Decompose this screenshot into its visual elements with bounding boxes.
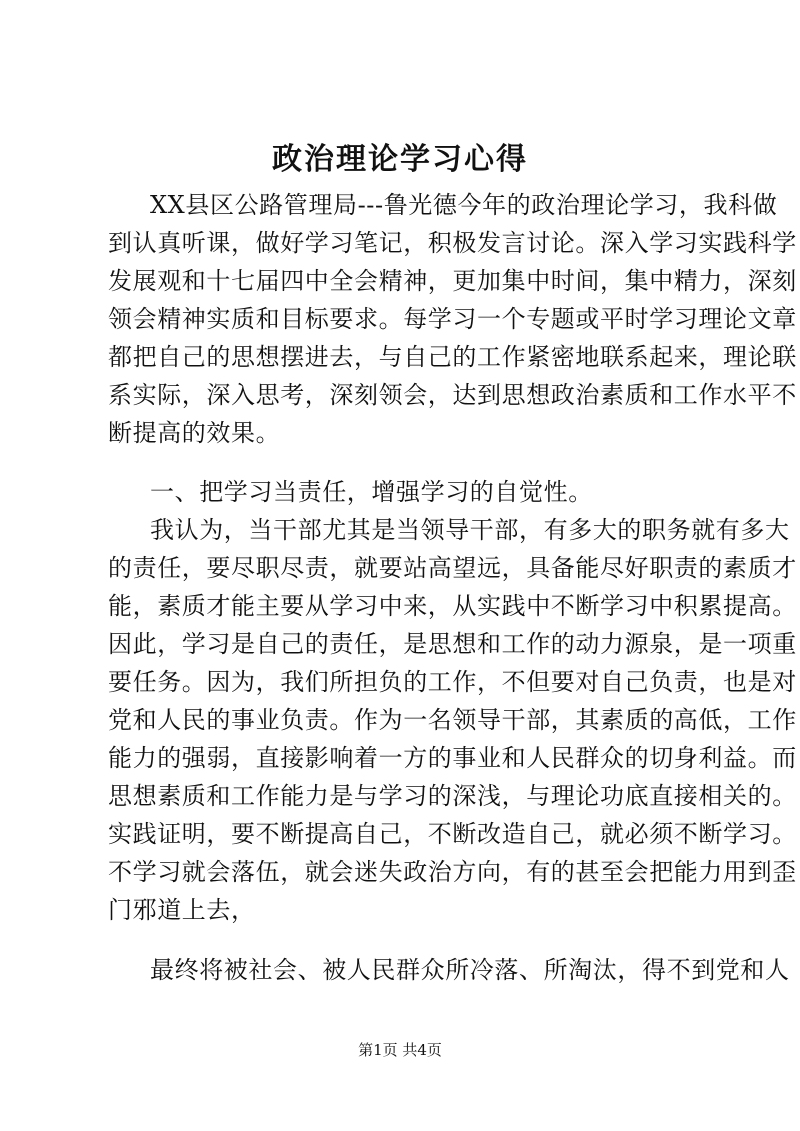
body-line: 我认为，当干部尤其是当领导干部，有多大的职务就有多大: [150, 516, 790, 544]
body-line: 不学习就会落伍，就会迷失政治方向，有的甚至会把能力用到歪: [108, 858, 797, 886]
body-line: 的责任，要尽职尽责，就要站高望远，具备能尽好职责的素质才: [108, 554, 797, 582]
body-line: 要任务。因为，我们所担负的工作，不但要对自己负责，也是对: [108, 668, 797, 696]
body-line: 领会精神实质和目标要求。每学习一个专题或平时学习理论文章: [108, 305, 797, 333]
section-heading: 一、把学习当责任，增强学习的自觉性。: [150, 478, 593, 506]
body-line: 门邪道上去，: [108, 896, 256, 924]
body-line: 能力的强弱，直接影响着一方的事业和人民群众的切身利益。而: [108, 744, 797, 772]
body-line: XX县区公路管理局---鲁光德今年的政治理论学习，我科做: [150, 191, 778, 219]
body-line: 实践证明，要不断提高自己，不断改造自己，就必须不断学习。: [108, 820, 797, 848]
body-line: 发展观和十七届四中全会精神，更加集中时间，集中精力，深刻: [108, 267, 797, 295]
body-line: 最终将被社会、被人民群众所冷落、所淘汰，得不到党和人: [150, 956, 790, 984]
body-line: 都把自己的思想摆进去，与自己的工作紧密地联系起来，理论联: [108, 343, 797, 371]
body-line: 党和人民的事业负责。作为一名领导干部，其素质的高低，工作: [108, 706, 797, 734]
body-line: 因此，学习是自己的责任，是思想和工作的动力源泉，是一项重: [108, 630, 797, 658]
page-footer: 第1页 共4页: [358, 1041, 442, 1059]
document-title: 政治理论学习心得: [272, 142, 528, 177]
body-line: 能，素质才能主要从学习中来，从实践中不断学习中积累提高。: [108, 592, 797, 620]
body-line: 思想素质和工作能力是与学习的深浅，与理论功底直接相关的。: [108, 782, 797, 810]
body-line: 断提高的效果。: [108, 419, 281, 447]
body-line: 系实际，深入思考，深刻领会，达到思想政治素质和工作水平不: [108, 381, 797, 409]
body-line: 到认真听课，做好学习笔记，积极发言讨论。深入学习实践科学: [108, 229, 797, 257]
